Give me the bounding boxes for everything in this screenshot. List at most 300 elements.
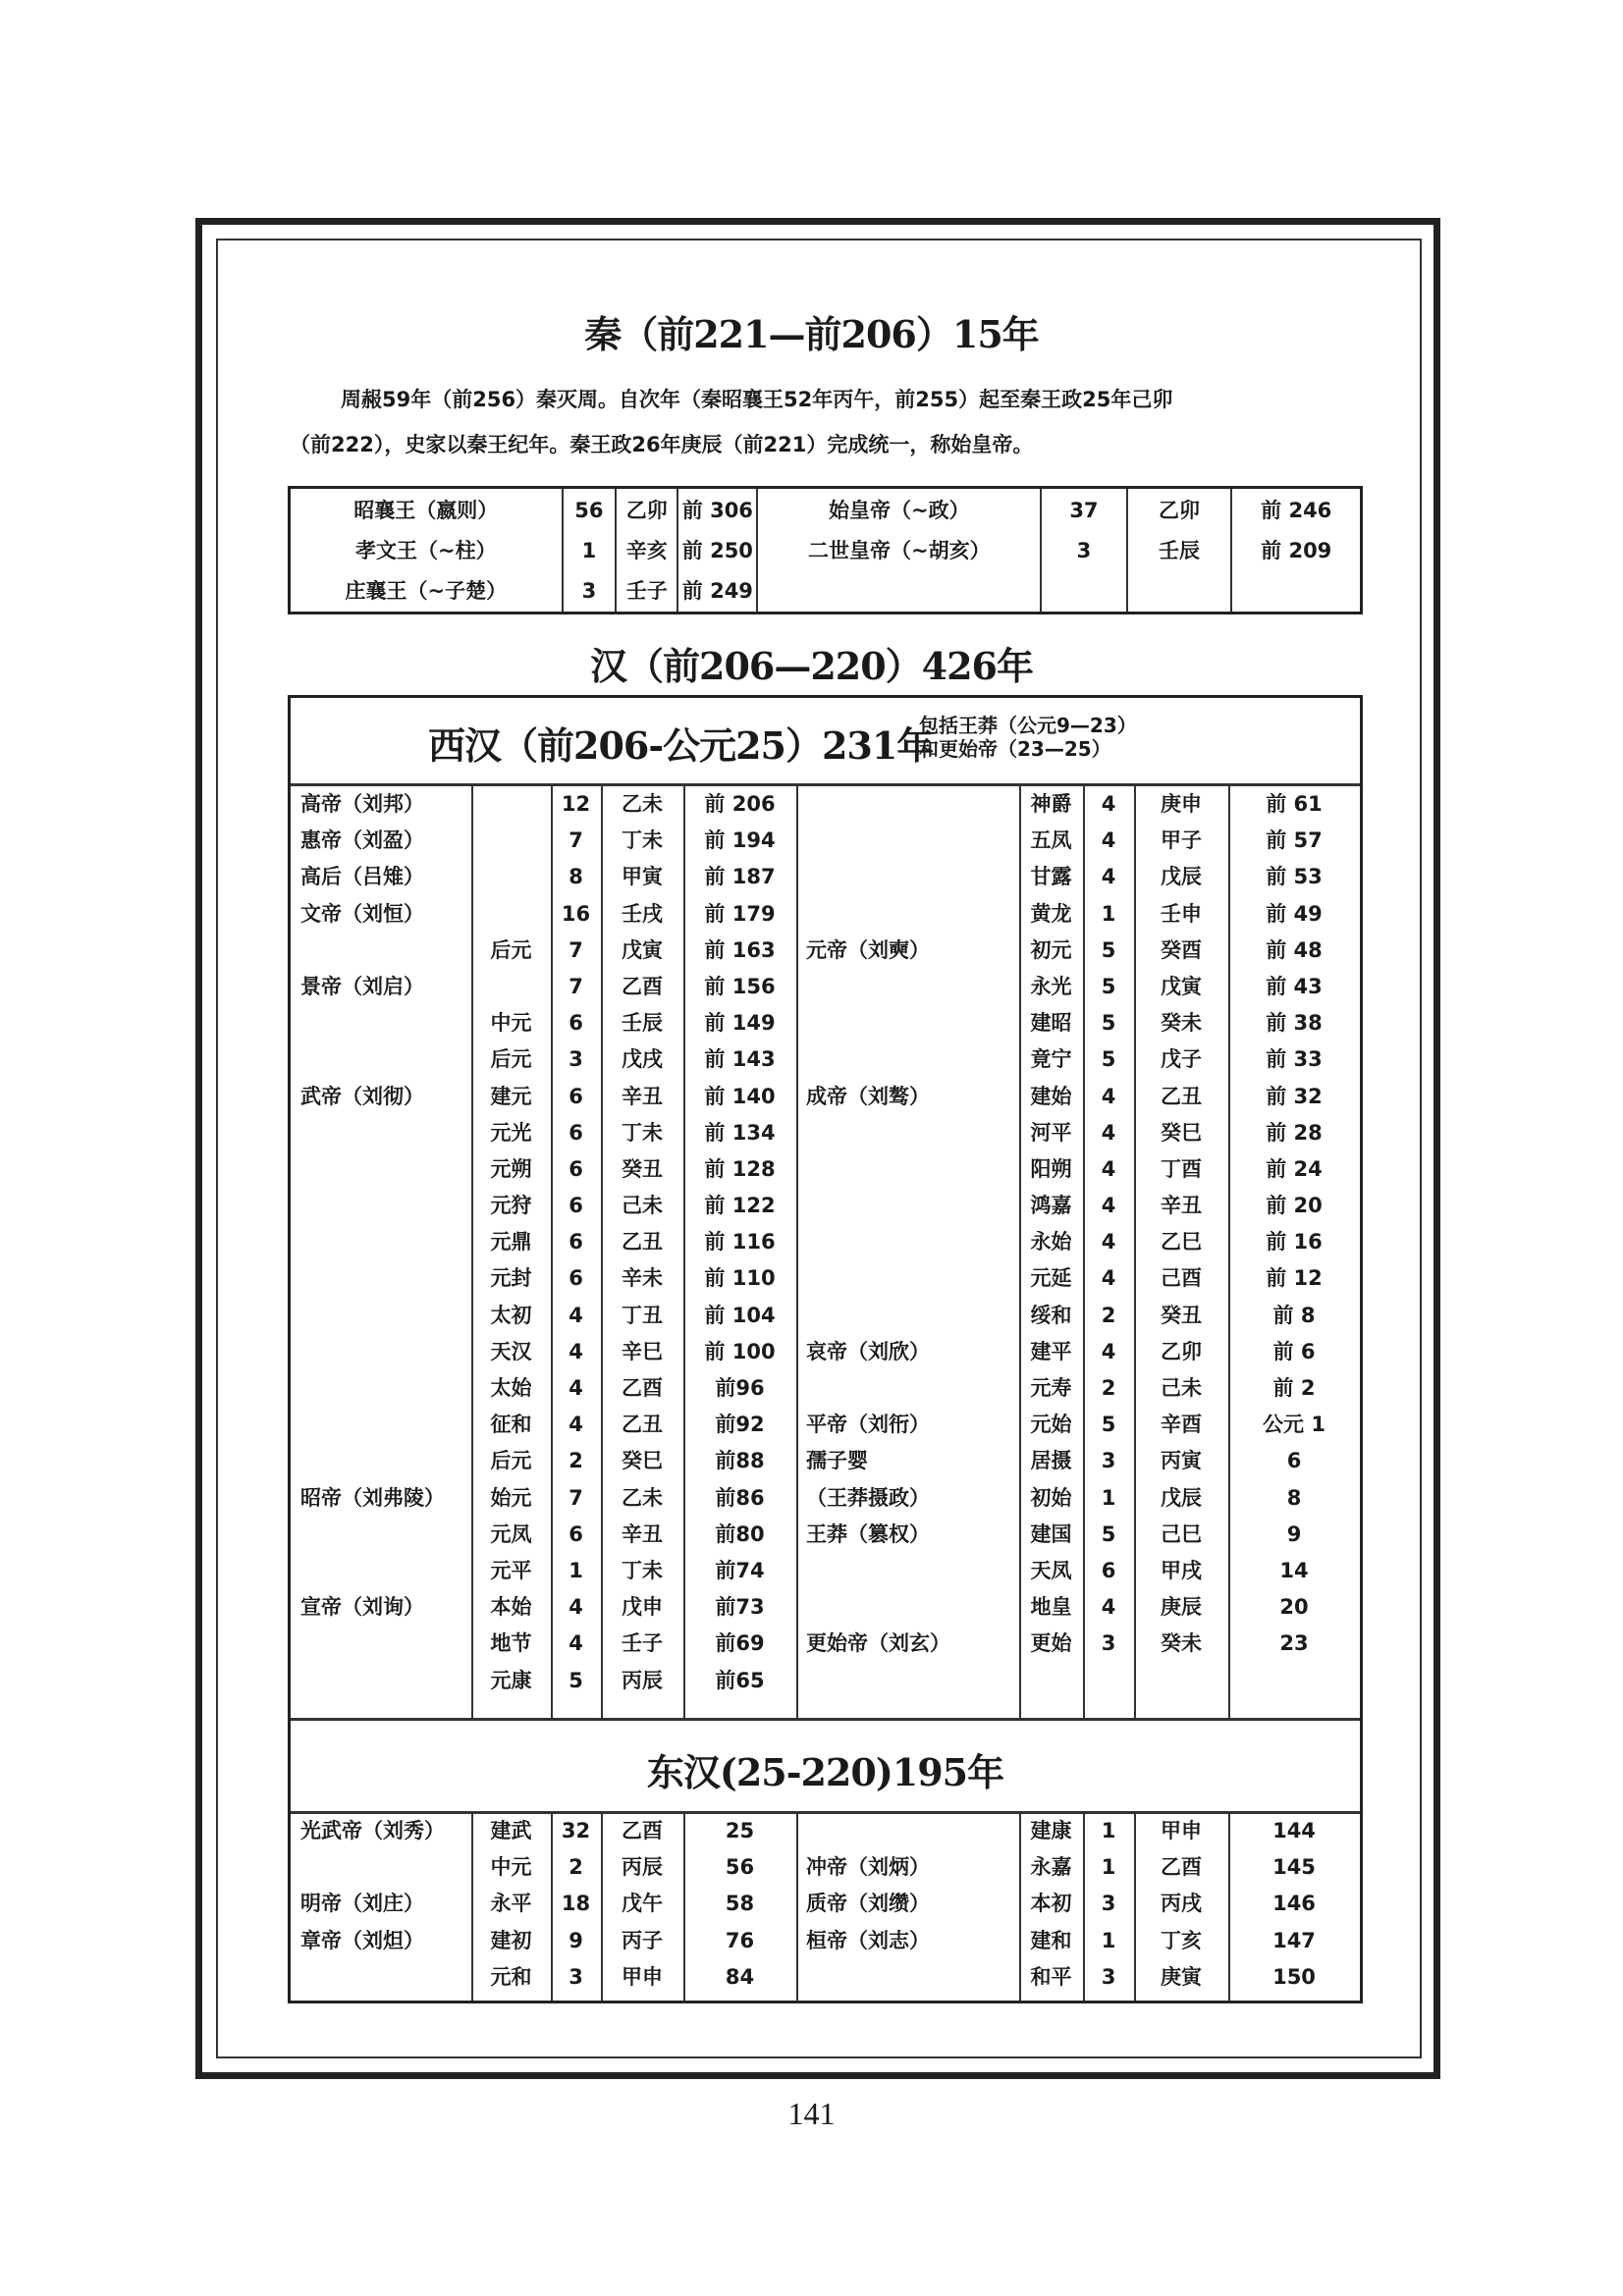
start-year: 前80 — [715, 1522, 765, 1546]
era-name: 太始 — [490, 1376, 532, 1400]
era-name: 建始 — [1030, 1084, 1072, 1108]
table-row — [291, 1923, 1360, 1959]
era-name: 五凤 — [1030, 828, 1072, 853]
table-row — [291, 1407, 1360, 1443]
start-year: 14 — [1279, 1558, 1309, 1582]
era-name: 建和 — [1030, 1928, 1072, 1952]
table-row — [291, 1663, 1360, 1699]
era-name: 元光 — [490, 1120, 532, 1145]
era-name: 征和 — [490, 1413, 532, 1437]
ganzhi-year: 乙丑 — [622, 1413, 663, 1437]
ganzhi-year: 癸巳 — [1161, 1120, 1202, 1145]
start-year: 前 134 — [704, 1120, 776, 1145]
eastern-han-header — [291, 1718, 1360, 1814]
ruler-name — [757, 571, 1041, 614]
era-name: 始元 — [490, 1485, 532, 1510]
era-name: 地节 — [490, 1631, 532, 1656]
start-year: 前 156 — [704, 974, 776, 998]
ganzhi-year: 己未 — [1161, 1376, 1202, 1400]
start-year: 145 — [1272, 1855, 1316, 1880]
reign-years: 4 — [1101, 1595, 1116, 1620]
start-year: 前 179 — [704, 901, 776, 926]
ruler-name: 孺子婴 — [806, 1449, 868, 1473]
ruler-name: 质帝（刘缵） — [806, 1892, 930, 1916]
era-name: 初始 — [1030, 1485, 1072, 1510]
start-year: 9 — [1286, 1522, 1302, 1546]
ganzhi-year: 庚申 — [1161, 792, 1202, 816]
era-name: 阳朔 — [1030, 1156, 1072, 1181]
ruler-name: 高后（吕雉） — [300, 865, 424, 889]
ganzhi-year: 壬辰 — [1127, 531, 1232, 571]
reign-years: 7 — [568, 974, 583, 998]
reign-years: 7 — [568, 937, 583, 962]
start-year: 25 — [725, 1819, 755, 1842]
reign-years: 4 — [1101, 1194, 1116, 1218]
ruler-name: 元帝（刘奭） — [806, 937, 930, 962]
era-name: 永光 — [1030, 974, 1072, 998]
western-han-title: 西汉（前206-公元25）231年 — [428, 723, 934, 768]
reign-years: 2 — [1101, 1303, 1116, 1327]
ganzhi-year: 丁未 — [622, 828, 663, 853]
ganzhi-year: 丁酉 — [1161, 1156, 1202, 1181]
ruler-name: 哀帝（刘欣） — [806, 1339, 930, 1363]
reign-years: 4 — [568, 1413, 583, 1437]
table-row — [291, 1260, 1360, 1297]
table-row — [291, 1079, 1360, 1115]
ganzhi-year — [1127, 571, 1232, 614]
ganzhi-year: 癸未 — [1161, 1011, 1202, 1036]
start-year: 前86 — [715, 1485, 765, 1510]
reign-years: 2 — [1101, 1376, 1116, 1400]
reign-years: 3 — [568, 1964, 583, 1989]
ganzhi-year: 辛酉 — [1161, 1413, 1202, 1437]
table-row — [291, 1005, 1360, 1041]
table-row — [291, 786, 1360, 823]
era-name: 后元 — [490, 1047, 532, 1072]
reign-years: 6 — [568, 1120, 583, 1145]
ruler-name: 桓帝（刘志） — [806, 1928, 930, 1952]
start-year: 前92 — [715, 1413, 765, 1437]
reign-years: 5 — [1101, 1011, 1116, 1036]
era-name: 建昭 — [1030, 1011, 1072, 1036]
ganzhi-year: 丁未 — [622, 1120, 663, 1145]
table-row — [290, 488, 1362, 532]
era-name: 后元 — [490, 1449, 532, 1473]
era-name: 元凤 — [490, 1522, 532, 1546]
reign-years: 3 — [1101, 1964, 1116, 1989]
ruler-name: 更始帝（刘玄） — [806, 1631, 950, 1656]
era-name: 河平 — [1030, 1120, 1072, 1145]
start-year: 公元 1 — [1263, 1413, 1325, 1437]
start-year: 前 149 — [704, 1011, 776, 1036]
start-year: 前 57 — [1266, 828, 1323, 853]
start-year: 前 8 — [1272, 1303, 1316, 1327]
ganzhi-year: 甲戌 — [1161, 1558, 1202, 1582]
han-table — [288, 695, 1363, 2003]
ganzhi-year: 己酉 — [1161, 1266, 1202, 1291]
reign-years: 6 — [568, 1522, 583, 1546]
ganzhi-year: 乙丑 — [1161, 1084, 1202, 1108]
era-name: 太初 — [490, 1303, 532, 1327]
table-row — [291, 933, 1360, 969]
start-year: 前 53 — [1266, 865, 1323, 889]
reign-years: 12 — [561, 792, 591, 816]
reign-years: 1 — [1101, 1819, 1116, 1842]
ruler-name: 昭襄王（嬴则） — [290, 488, 563, 532]
start-year: 前73 — [715, 1595, 765, 1620]
ganzhi-year: 癸酉 — [1161, 937, 1202, 962]
ruler-name: 宣帝（刘询） — [300, 1595, 424, 1620]
ganzhi-year: 辛丑 — [622, 1084, 663, 1108]
ruler-name: 光武帝（刘秀） — [300, 1819, 445, 1842]
ganzhi-year: 乙酉 — [622, 1376, 663, 1400]
ganzhi-year: 丁丑 — [622, 1303, 663, 1327]
ganzhi-year: 辛丑 — [622, 1522, 663, 1546]
reign-years: 37 — [1041, 488, 1126, 532]
era-name: 天凤 — [1030, 1558, 1072, 1582]
reign-years: 4 — [1101, 1266, 1116, 1291]
western-han-note-line-2: 和更始帝（23—25） — [919, 737, 1111, 761]
start-year: 前 116 — [704, 1230, 776, 1255]
era-name: 元寿 — [1030, 1376, 1072, 1400]
era-name: 地皇 — [1030, 1595, 1072, 1620]
reign-years: 4 — [1101, 1156, 1116, 1181]
start-year: 前 104 — [704, 1303, 776, 1327]
reign-years: 7 — [568, 1485, 583, 1510]
table-row — [291, 1224, 1360, 1260]
reign-years: 4 — [568, 1303, 583, 1327]
table-row — [291, 1626, 1360, 1662]
table-row — [291, 1370, 1360, 1407]
reign-years: 2 — [568, 1855, 583, 1880]
start-year: 76 — [725, 1928, 755, 1952]
era-name: 建初 — [490, 1928, 532, 1952]
start-year: 前65 — [715, 1668, 765, 1692]
table-row — [291, 896, 1360, 933]
ganzhi-year: 乙未 — [622, 792, 663, 816]
era-name: 中元 — [490, 1855, 532, 1880]
era-name: 建康 — [1030, 1819, 1072, 1842]
start-year: 前 61 — [1266, 792, 1323, 816]
start-year: 84 — [725, 1964, 755, 1989]
start-year: 前 206 — [704, 792, 776, 816]
era-name: 更始 — [1030, 1631, 1072, 1656]
ruler-name: 成帝（刘骜） — [806, 1084, 930, 1108]
ganzhi-year: 戊辰 — [1161, 865, 1202, 889]
reign-years: 4 — [1101, 1339, 1116, 1363]
ganzhi-year: 丙子 — [622, 1928, 663, 1952]
table-row — [291, 969, 1360, 1005]
reign-years: 6 — [568, 1084, 583, 1108]
ganzhi-year: 癸丑 — [1161, 1303, 1202, 1327]
era-name: 元平 — [490, 1558, 532, 1582]
start-year: 6 — [1286, 1449, 1302, 1473]
eastern-han-rows — [291, 1813, 1360, 1996]
qin-intro-paragraph — [290, 377, 1365, 467]
start-year: 前 20 — [1266, 1194, 1323, 1218]
reign-years: 4 — [568, 1631, 583, 1656]
start-year: 前 28 — [1266, 1120, 1323, 1145]
ganzhi-year: 戊辰 — [1161, 1485, 1202, 1510]
reign-years: 1 — [1101, 1485, 1116, 1510]
era-name: 本初 — [1030, 1892, 1072, 1916]
ganzhi-year: 癸丑 — [622, 1156, 663, 1181]
table-row — [291, 1517, 1360, 1553]
reign-years: 6 — [568, 1266, 583, 1291]
start-year: 前 43 — [1266, 974, 1323, 998]
qin-title: 秦（前221—前206）15年 — [584, 312, 1039, 356]
start-year: 前 128 — [704, 1156, 776, 1181]
reign-years: 5 — [1101, 974, 1116, 998]
ruler-name: 庄襄王（~子楚） — [290, 571, 563, 614]
reign-years: 6 — [568, 1156, 583, 1181]
ruler-name: 章帝（刘炟） — [300, 1928, 424, 1952]
ganzhi-year: 戊戌 — [622, 1047, 663, 1072]
reign-years — [1041, 571, 1126, 614]
reign-years: 5 — [568, 1668, 583, 1692]
ruler-name: 文帝（刘恒） — [300, 901, 424, 926]
era-name: 和平 — [1030, 1964, 1072, 1989]
start-year: 前 48 — [1266, 937, 1323, 962]
reign-years: 16 — [561, 901, 591, 926]
era-name: 黄龙 — [1030, 901, 1072, 926]
table-row — [291, 1480, 1360, 1517]
table-row — [291, 859, 1360, 895]
start-year: 前 100 — [704, 1339, 776, 1363]
ganzhi-year: 壬子 — [616, 571, 677, 614]
ganzhi-year: 甲申 — [622, 1964, 663, 1989]
era-name: 建国 — [1030, 1522, 1072, 1546]
reign-years: 5 — [1101, 1413, 1116, 1437]
start-year: 前69 — [715, 1631, 765, 1656]
start-year: 前 250 — [677, 531, 757, 571]
reign-years: 4 — [1101, 792, 1116, 816]
ruler-name: 明帝（刘庄） — [300, 1892, 424, 1916]
reign-years: 1 — [568, 1558, 583, 1582]
reign-years: 18 — [561, 1892, 591, 1916]
han-title: 汉（前206—220）426年 — [590, 644, 1033, 688]
reign-years: 9 — [568, 1928, 583, 1952]
table-row — [291, 1334, 1360, 1370]
ganzhi-year: 乙巳 — [1161, 1230, 1202, 1255]
table-row — [291, 1443, 1360, 1479]
ganzhi-year: 辛亥 — [616, 531, 677, 571]
reign-years: 5 — [1101, 1522, 1116, 1546]
start-year: 前 187 — [704, 865, 776, 889]
era-name: 鸿嘉 — [1030, 1194, 1072, 1218]
start-year: 前 16 — [1266, 1230, 1323, 1255]
table-row — [291, 1589, 1360, 1626]
start-year: 150 — [1272, 1964, 1316, 1989]
ganzhi-year: 丙辰 — [622, 1668, 663, 1692]
era-name: 元和 — [490, 1964, 532, 1989]
era-name: 建武 — [490, 1819, 532, 1842]
western-han-header — [291, 698, 1360, 786]
ganzhi-year: 戊寅 — [1161, 974, 1202, 998]
era-name: 元康 — [490, 1668, 532, 1692]
start-year: 146 — [1272, 1892, 1316, 1916]
ganzhi-year: 甲申 — [1161, 1819, 1202, 1842]
start-year: 58 — [725, 1892, 755, 1916]
ganzhi-year: 丙寅 — [1161, 1449, 1202, 1473]
ganzhi-year: 戊寅 — [622, 937, 663, 962]
era-name: 元朔 — [490, 1156, 532, 1181]
reign-years: 1 — [1101, 1855, 1116, 1880]
ruler-name: 景帝（刘启） — [300, 974, 424, 998]
start-year: 前 110 — [704, 1266, 776, 1291]
ganzhi-year: 庚辰 — [1161, 1595, 1202, 1620]
ganzhi-year: 辛巳 — [622, 1339, 663, 1363]
reign-years: 4 — [1101, 828, 1116, 853]
eastern-han-title: 东汉(25-220)195年 — [646, 1750, 1004, 1794]
ganzhi-year: 甲寅 — [622, 865, 663, 889]
ruler-name: 惠帝（刘盈） — [300, 828, 424, 853]
western-han-note — [919, 714, 1137, 761]
start-year: 前 140 — [704, 1084, 776, 1108]
era-name: 永嘉 — [1030, 1855, 1072, 1880]
ganzhi-year: 壬辰 — [622, 1011, 663, 1036]
ganzhi-year: 丁亥 — [1161, 1928, 1202, 1952]
table-row — [290, 531, 1362, 571]
start-year: 8 — [1286, 1485, 1302, 1510]
start-year: 前 143 — [704, 1047, 776, 1072]
ganzhi-year: 丙辰 — [622, 1855, 663, 1880]
ganzhi-year: 壬子 — [622, 1631, 663, 1656]
reign-years: 8 — [568, 865, 583, 889]
era-name: 元狩 — [490, 1194, 532, 1218]
reign-years: 1 — [1101, 1928, 1116, 1952]
reign-years: 4 — [1101, 1120, 1116, 1145]
ganzhi-year: 乙卯 — [1161, 1339, 1202, 1363]
ganzhi-year: 乙丑 — [622, 1230, 663, 1255]
reign-years: 3 — [1041, 531, 1126, 571]
reign-years: 3 — [563, 571, 617, 614]
start-year: 147 — [1272, 1928, 1316, 1952]
table-row — [291, 1553, 1360, 1589]
reign-years: 4 — [1101, 865, 1116, 889]
western-han-note-line-1: 包括王莽（公元9—23） — [919, 714, 1137, 737]
start-year: 前 122 — [704, 1194, 776, 1218]
start-year: 前 12 — [1266, 1266, 1323, 1291]
reign-years: 6 — [1101, 1558, 1116, 1582]
start-year: 前 49 — [1266, 901, 1323, 926]
ganzhi-year: 壬戌 — [622, 901, 663, 926]
start-year: 前96 — [715, 1376, 765, 1400]
ruler-name: 始皇帝（~政） — [757, 488, 1041, 532]
table-row — [291, 1188, 1360, 1224]
era-name: 竟宁 — [1030, 1047, 1072, 1072]
reign-years: 4 — [568, 1339, 583, 1363]
table-row — [290, 571, 1362, 614]
ganzhi-year: 乙卯 — [616, 488, 677, 532]
qin-intro-line-1: 周赧59年（前256）秦灭周。自次年（秦昭襄王52年丙午，前255）起至秦王政25年己卯 — [341, 388, 1173, 411]
table-row — [291, 1813, 1360, 1849]
era-name: 元鼎 — [490, 1230, 532, 1255]
reign-years: 32 — [561, 1819, 591, 1842]
era-name: 建平 — [1030, 1339, 1072, 1363]
ganzhi-year: 乙酉 — [622, 974, 663, 998]
table-row — [291, 1298, 1360, 1334]
era-name: 神爵 — [1030, 792, 1072, 816]
era-name: 元始 — [1030, 1413, 1072, 1437]
reign-years: 1 — [563, 531, 617, 571]
ganzhi-year: 戊申 — [622, 1595, 663, 1620]
era-name: 建元 — [490, 1084, 532, 1108]
start-year: 前 306 — [677, 488, 757, 532]
table-row — [291, 1959, 1360, 1996]
reign-years: 6 — [568, 1230, 583, 1255]
ganzhi-year: 甲子 — [1161, 828, 1202, 853]
ruler-name: 武帝（刘彻） — [300, 1084, 424, 1108]
era-name: 永平 — [490, 1892, 532, 1916]
start-year: 23 — [1279, 1631, 1309, 1656]
start-year: 前 249 — [677, 571, 757, 614]
reign-years: 3 — [1101, 1449, 1116, 1473]
ganzhi-year: 乙酉 — [1161, 1855, 1202, 1880]
start-year: 前 209 — [1231, 531, 1361, 571]
ganzhi-year: 庚寅 — [1161, 1964, 1202, 1989]
table-row — [291, 1115, 1360, 1151]
ganzhi-year: 壬申 — [1161, 901, 1202, 926]
reign-years: 4 — [568, 1595, 583, 1620]
ganzhi-year: 癸未 — [1161, 1631, 1202, 1656]
reign-years: 1 — [1101, 901, 1116, 926]
ganzhi-year: 戊午 — [622, 1892, 663, 1916]
era-name: 天汉 — [490, 1339, 532, 1363]
table-row — [291, 1849, 1360, 1886]
start-year: 前 32 — [1266, 1084, 1323, 1108]
ruler-name: 冲帝（刘炳） — [806, 1855, 930, 1880]
ganzhi-year: 辛丑 — [1161, 1194, 1202, 1218]
ruler-name: 二世皇帝（~胡亥） — [757, 531, 1041, 571]
reign-years: 2 — [568, 1449, 583, 1473]
ganzhi-year: 乙未 — [622, 1485, 663, 1510]
start-year: 20 — [1279, 1595, 1309, 1620]
era-name: 后元 — [490, 937, 532, 962]
start-year: 前 38 — [1266, 1011, 1323, 1036]
reign-years: 3 — [568, 1047, 583, 1072]
table-row — [291, 1151, 1360, 1188]
reign-years: 7 — [568, 828, 583, 853]
reign-years: 3 — [1101, 1892, 1116, 1916]
table-row — [291, 1041, 1360, 1078]
era-name: 本始 — [490, 1595, 532, 1620]
ganzhi-year: 戊子 — [1161, 1047, 1202, 1072]
start-year: 前 24 — [1266, 1156, 1323, 1181]
ganzhi-year: 乙酉 — [622, 1819, 663, 1842]
table-row — [291, 823, 1360, 859]
ruler-name: 平帝（刘衎） — [806, 1413, 930, 1437]
ganzhi-year: 己巳 — [1161, 1522, 1202, 1546]
era-name: 居摄 — [1030, 1449, 1072, 1473]
ruler-name: （王莽摄政） — [806, 1485, 930, 1510]
start-year: 前 6 — [1272, 1339, 1316, 1363]
start-year: 前 33 — [1266, 1047, 1323, 1072]
start-year: 前 194 — [704, 828, 776, 853]
reign-years: 4 — [568, 1376, 583, 1400]
start-year — [1231, 571, 1361, 614]
start-year: 56 — [725, 1855, 755, 1880]
reign-years: 56 — [563, 488, 617, 532]
reign-years: 5 — [1101, 1047, 1116, 1072]
reign-years: 6 — [568, 1194, 583, 1218]
ganzhi-year: 乙卯 — [1127, 488, 1232, 532]
ganzhi-year: 丙戌 — [1161, 1892, 1202, 1916]
era-name: 中元 — [490, 1011, 532, 1036]
start-year: 前 246 — [1231, 488, 1361, 532]
ruler-name: 昭帝（刘弗陵） — [300, 1485, 445, 1510]
page-number: 141 — [787, 2096, 836, 2131]
